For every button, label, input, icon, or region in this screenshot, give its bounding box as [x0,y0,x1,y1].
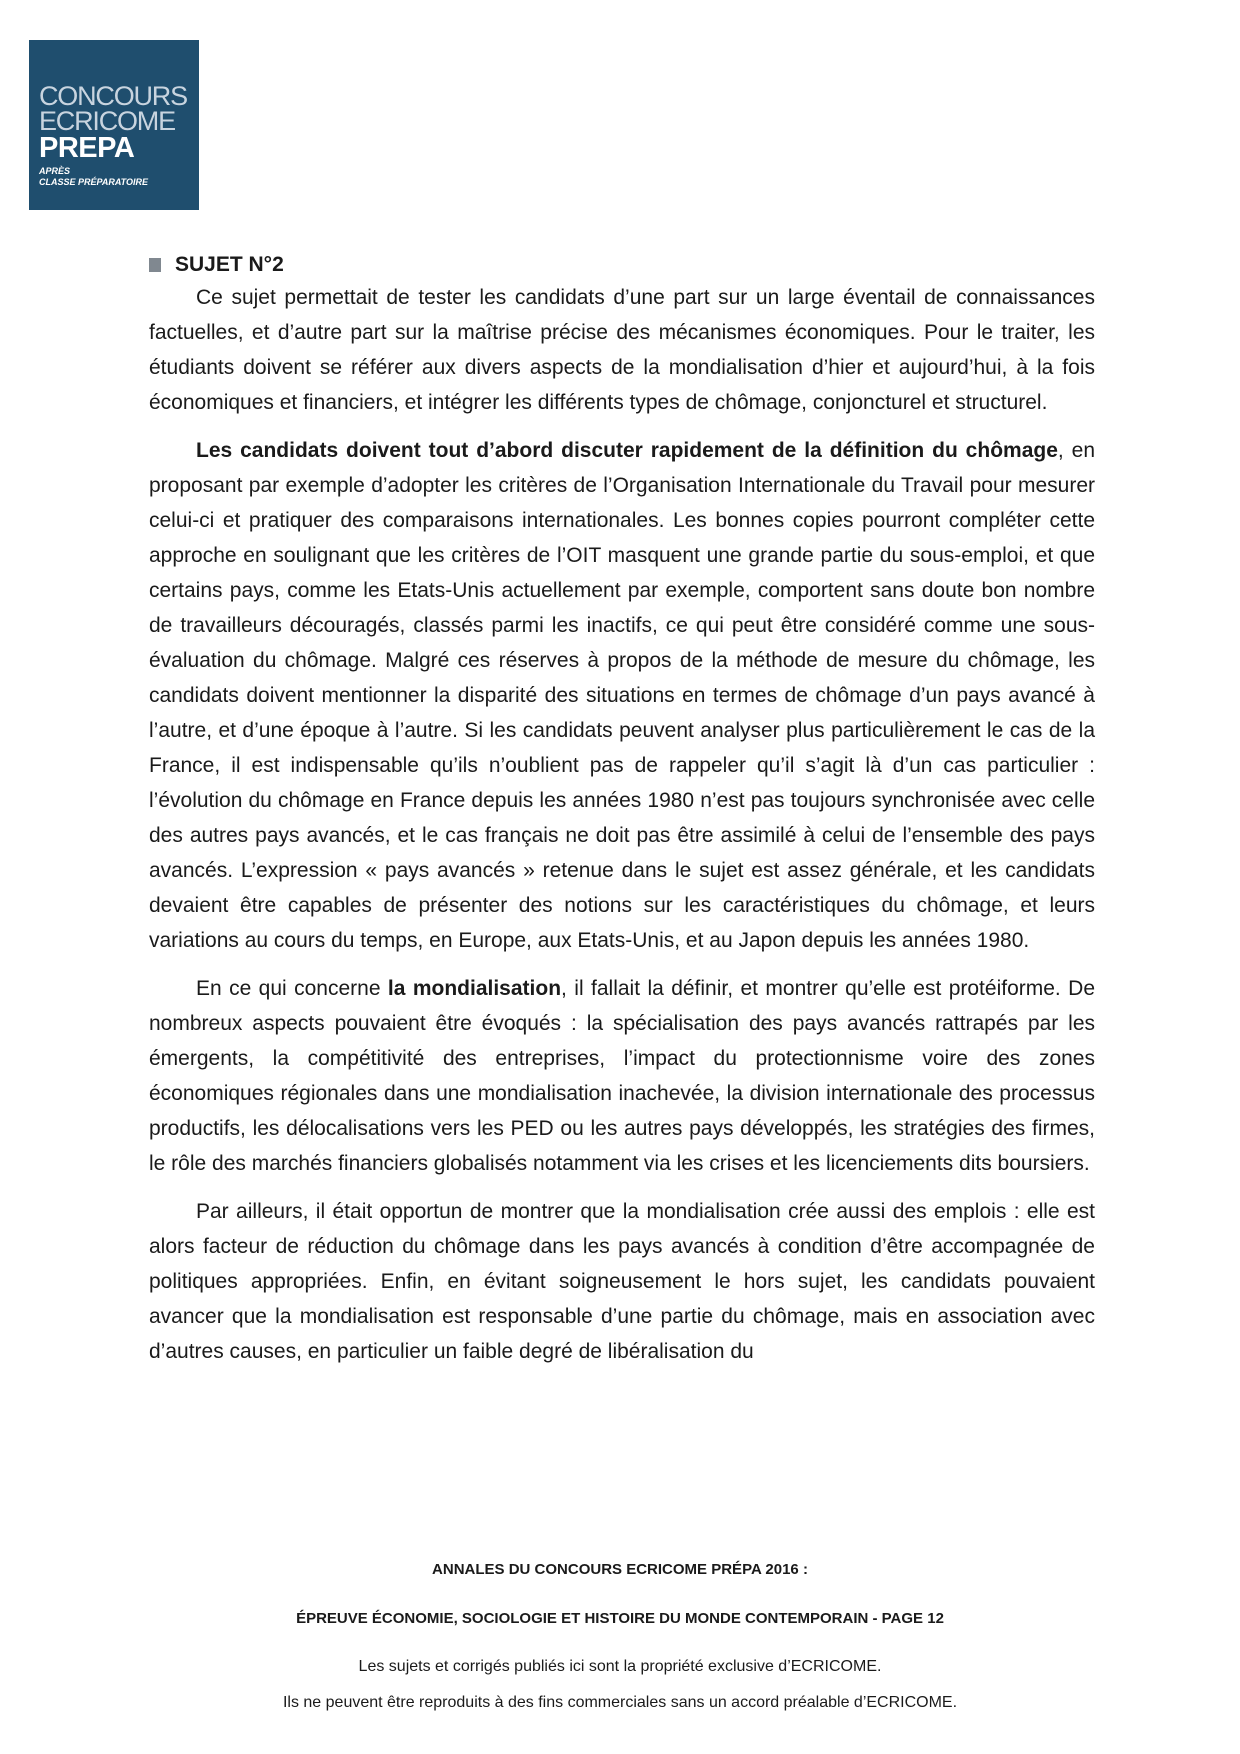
paragraph-emplois: Par ailleurs, il était opportun de montrer que la mondialisation crée aussi des emplois : elle est alors facteur de réduction du chômage dans les pays avancés à condition d’être accompagnée de politiques appropriées. Enfin, en évitant soigneusement le hors sujet, les candidats pouvaient avancer que la mondialisation est responsable d’une partie du chômage, mais en association avec d’autres causes, en particulier un faible degré de libéralisation du [149,1200,1095,1363]
footer-annales-title: ANNALES DU CONCOURS ECRICOME PRÉPA 2016 : [432,1561,808,1578]
paragraph-chomage-text: , en proposant par exemple d’adopter les critères de l’Organisation Internationale du Travail pour mesurer celui-ci et pratiquer des comparaisons internationales. Les bonnes copies pourront compléter cette approche en soulignant que les critères de l’OIT masquent une grande partie du sous-emploi, et que certains pays, comme les Etats-Unis actuellement par exemple, comportent sans doute bon nombre de travailleurs découragés, classés parmi les inactifs, ce qui peut être considéré comme une sous-évaluation du chômage. Malgré ces réserves à propos de la méthode de mesure du chômage, les candidats doivent mentionner la disparité des situations en termes de chômage d’un pays avancé à l’autre, et d’une époque à l’autre. Si les candidats peuvent analyser plus particulièrement le cas de la France, il est indispensable qu’ils n’oublient pas de rappeler qu’il s’agit là d’un cas particulier : l’évolution du chômage en France depuis les années 1980 n’est pas toujours synchronisée avec celle des autres pays avancés, et le cas français ne doit pas être assimilé à celui de l’ensemble des pays avancés. L’expression « pays avancés » retenue dans le sujet est assez générale, et les candidats devaient être capables de présenter des notions sur les caractéristiques du chômage, et leurs variations au cours du temps, en Europe, aux Etats-Unis, et au Japon depuis les années 1980. [149,439,1096,952]
paragraph-mondialisation-start: En ce qui concerne [196,977,388,1000]
section-title: SUJET N°2 [175,253,284,276]
document-body [149,250,1095,1382]
paragraph-intro: Ce sujet permettait de tester les candidats d’une part sur un large éventail de connaissances factuelles, et d’autre part sur la maîtrise précise des mécanismes économiques. Pour le traiter, les étudiants doivent se référer aux divers aspects de la mondialisation d’hier et aujourd’hui, à la fois économiques et financiers, et intégrer les différents types de chômage, conjoncturel et structurel. [149,286,1095,414]
logo-line-concours: CONCOURS [39,81,187,111]
paragraph-chomage-bold: Les candidats doivent tout d’abord discuter rapidement de la définition du chômage [196,439,1058,462]
footer-reproduction-notice: Ils ne peuvent être reproduits à des fins commerciales sans un accord préalable d’ECRICOME. [282,1694,958,1711]
logo-line-apres: APRÈS [39,166,71,176]
paragraph-mondialisation [149,971,1095,1181]
logo-line-prepa: PREPA [39,132,135,164]
logo-line-ecricome: ECRICOME [39,106,175,136]
section-heading [149,250,1095,280]
footer-epreuve-page: ÉPREUVE ÉCONOMIE, SOCIOLOGIE ET HISTOIRE DU MONDE CONTEMPORAIN - PAGE 12 [296,1610,944,1627]
square-bullet-icon [149,258,161,272]
paragraph-mondialisation-bold: la mondialisation [387,977,562,1000]
paragraph-chomage-definition [149,433,1095,958]
paragraph-mondialisation-text: , il fallait la définir, et montrer qu’elle est protéiforme. De nombreux aspects pouvaient être évoqués : la spécialisation des pays avancés rattrapés par les émergents, la compétitivité des entreprises, l’impact du protectionnisme voire des zones économiques régionales dans une mondialisation inachevée, la division internationale des processus productifs, les délocalisations vers les PED ou les autres pays développés, les stratégies des firmes, le rôle des marchés financiers globalisés notamment via les crises et les licenciements dits boursiers. [149,977,1096,1175]
footer-copyright: Les sujets et corrigés publiés ici sont la propriété exclusive d’ECRICOME. [358,1658,882,1675]
ecricome-logo [29,40,199,210]
logo-line-classe-preparatoire: CLASSE PRÉPARATOIRE [39,177,149,187]
